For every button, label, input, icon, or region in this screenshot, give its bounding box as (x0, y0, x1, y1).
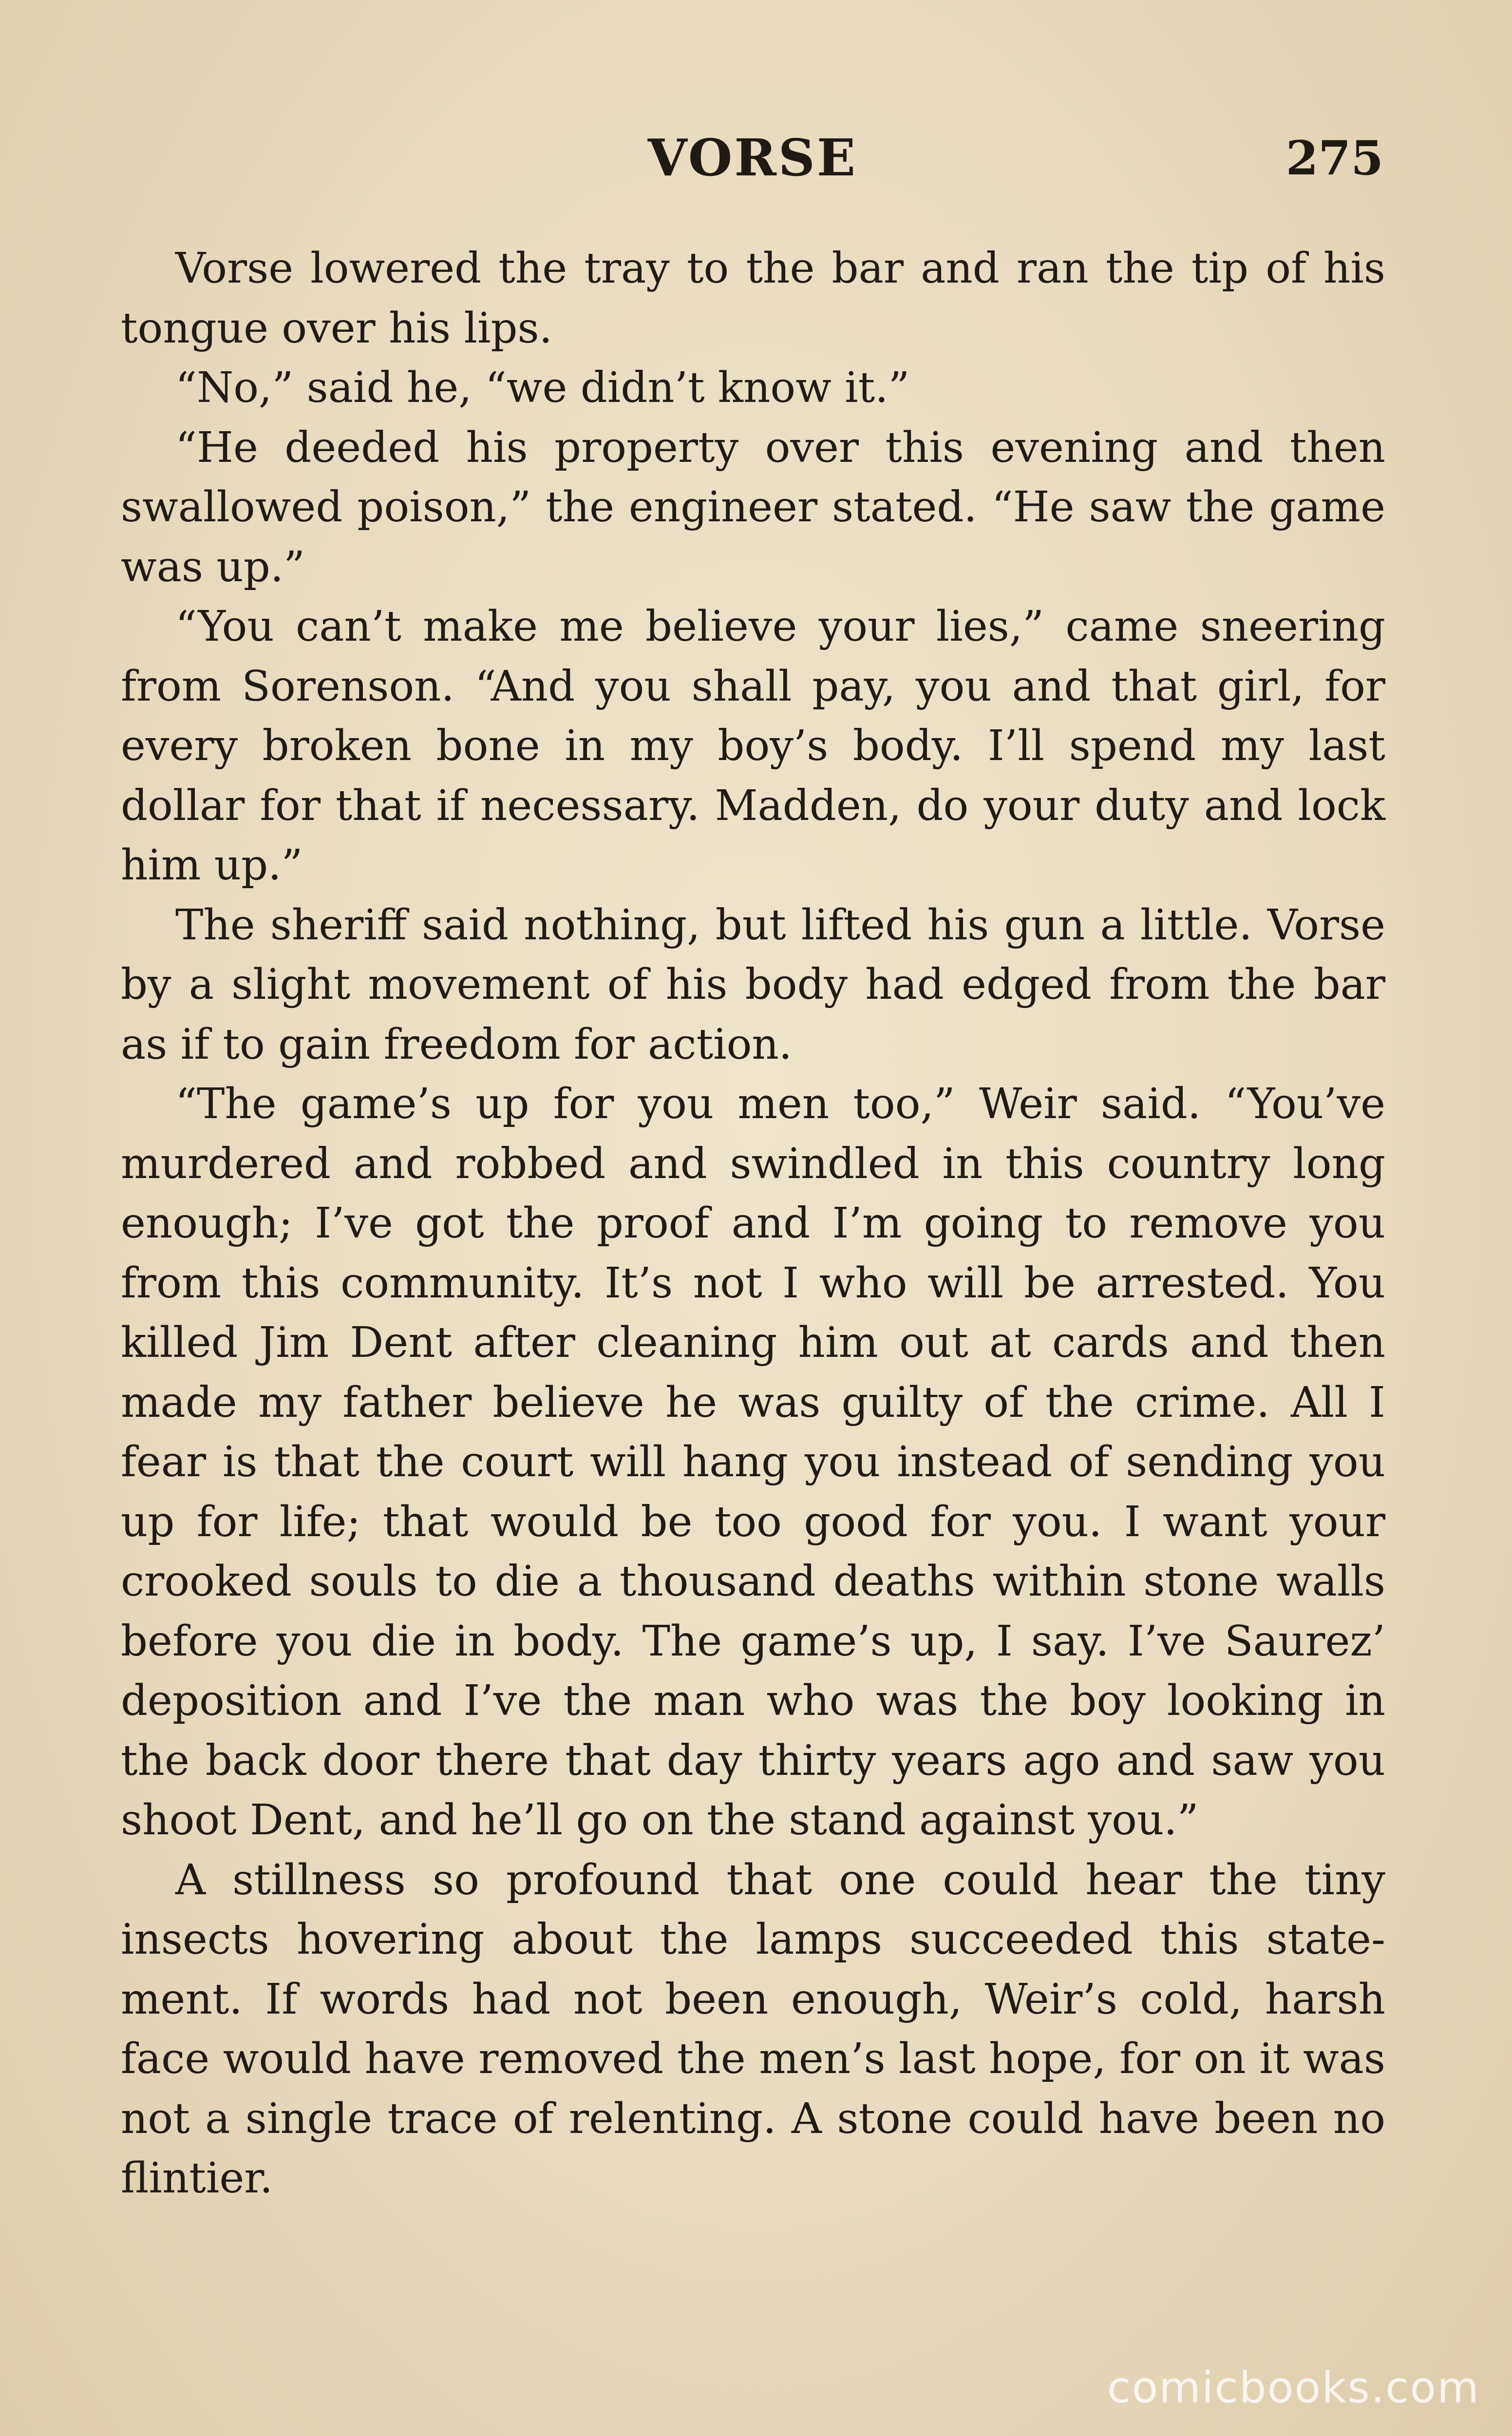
paragraph: “He deeded his property over this evening and then swallowed poison,” the engineer stated. “He saw the game was up.” (121, 423, 1385, 591)
paragraph: The sheriff said nothing, but lifted his gun a little. Vorse by a slight movement of his body had edged from the bar as if to gain freedom for action. (121, 900, 1385, 1069)
paragraph: A stillness so profound that one could hear the tiny insects hovering about the lamps succeeded this statement. If words had not been enough, Weir’s cold, harsh face would have removed the men’s last hope, for on it was not a single trace of relenting. A stone could have been no flintier. (121, 1855, 1385, 2203)
paragraph: Vorse lowered the tray to the bar and ran the tip of his tongue over his lips. (121, 244, 1385, 353)
page-number: 275 (1285, 131, 1383, 186)
paragraph: “The game’s up for you men too,” Weir said. “You’ve murdered and robbed and swindled in this country long enough; I’ve got the proof and I’m going to remove you from this community. It’s not I who will be arrested. You killed Jim Dent after cleaning him out at cards and then made my father believe he was guilty of the crime. All I fear is that the court will hang you instead of sending you up for life; that would be too good for you. I want your crooked souls to die a thousand deaths within stone walls before you die in body. The game’s up, I say. I’ve Saurez’ deposition and I’ve the man who was the boy looking in the back door there that day thirty years ago and saw you shoot Dent, and he’ll go on the stand against you.” (121, 1080, 1385, 1845)
body-text (121, 239, 1385, 2208)
chapter-title: VORSE (647, 128, 858, 188)
running-head (122, 128, 1383, 196)
paragraph: “No,” said he, “we didn’t know it.” (175, 363, 910, 412)
paragraph: “You can’t make me believe your lies,” came sneering from Sorenson. “And you shall pay, you and that girl, for every broken bone in my boy’s body. I’ll spend my last dollar for that if necessary. Madden, do your duty and lock him up.” (121, 602, 1385, 890)
watermark: comicbooks.com (1107, 2362, 1480, 2413)
